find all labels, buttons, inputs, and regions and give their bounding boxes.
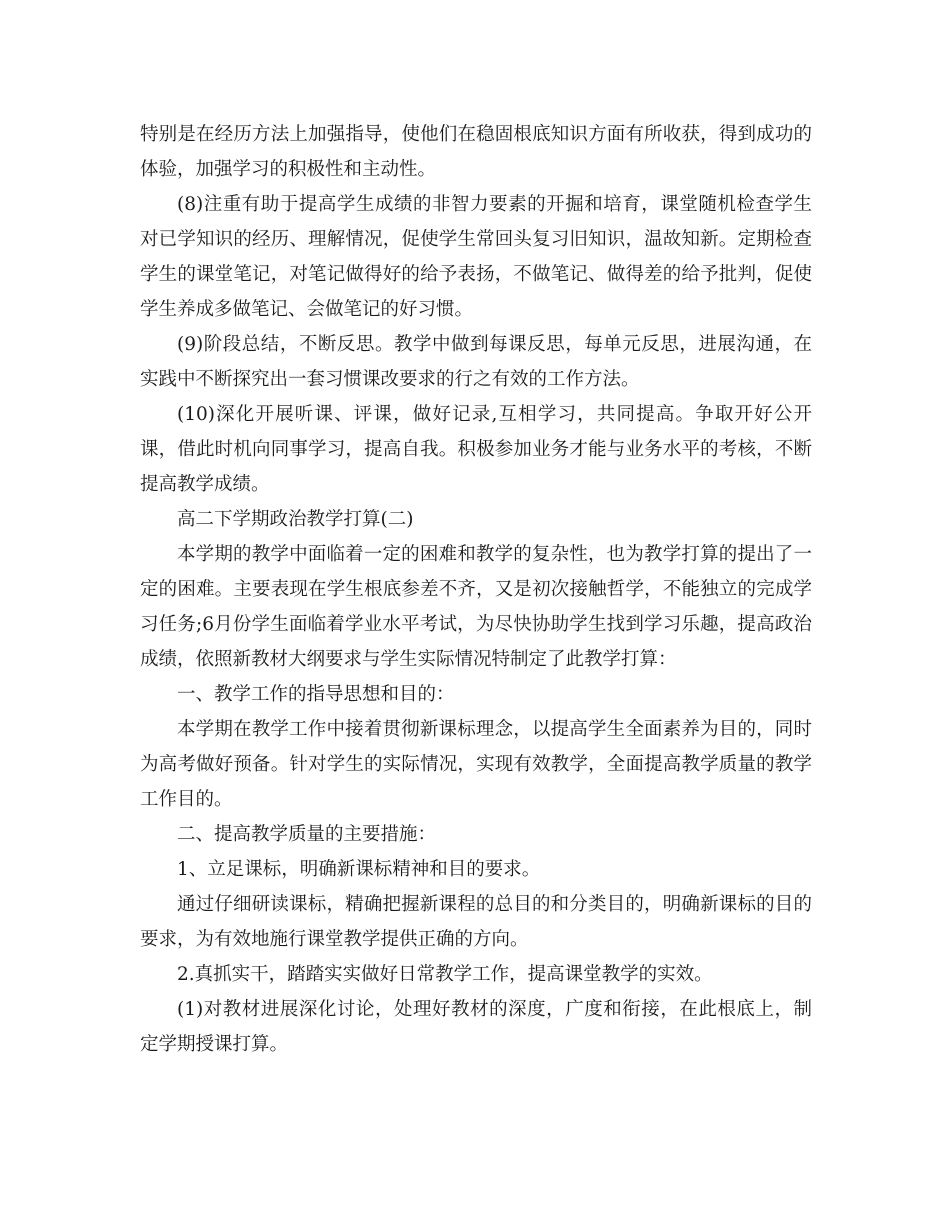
heading-guiding-thought: 一、教学工作的指导思想和目的： bbox=[177, 684, 455, 705]
paragraph-item-10: (10)深化开展听课、评课，做好记录,互相学习，共同提高。争取开好公开课，借此时机向同事学习，提高自我。积极参加业务才能与业务水平的考核，不断提高教学成绩。 bbox=[140, 404, 812, 495]
subheading-daily-work: 2.真抓实干，踏踏实实做好日常教学工作，提高课堂教学的实效。 bbox=[177, 964, 713, 985]
paragraph-curriculum: 通过仔细研读课标，精确把握新课程的总目的和分类目的，明确新课标的目的要求，为有效地施行课堂教学提供正确的方向。 bbox=[140, 894, 812, 950]
heading-main-measures: 二、提高教学质量的主要措施： bbox=[177, 824, 437, 845]
document-body bbox=[140, 117, 812, 1062]
paragraph-item-1: (1)对教材进展深化讨论，处理好教材的深度，广度和衔接，在此根底上，制定学期授课打算。 bbox=[140, 999, 812, 1055]
paragraph-continuation: 特别是在经历方法上加强指导，使他们在稳固根底知识方面有所收获，得到成功的体验，加强学习的积极性和主动性。 bbox=[140, 124, 812, 180]
paragraph-intro: 本学期的教学中面临着一定的困难和教学的复杂性，也为教学打算的提出了一定的困难。主要表现在学生根底参差不齐，又是初次接触哲学，不能独立的完成学习任务;6月份学生面临着学业水平考试，为尽快协助学生找到学习乐趣，提高政治成绩，依照新教材大纲要求与学生实际情况特制定了此教学打算： bbox=[140, 544, 812, 670]
subheading-curriculum: 1、立足课标，明确新课标精神和目的要求。 bbox=[177, 859, 541, 880]
section-title: 高二下学期政治教学打算(二) bbox=[177, 509, 414, 530]
paragraph-item-8: (8)注重有助于提高学生成绩的非智力要素的开掘和培育，课堂随机检查学生对已学知识的经历、理解情况，促使学生常回头复习旧知识，温故知新。定期检查学生的课堂笔记，对笔记做得好的给予表扬，不做笔记、做得差的给予批判，促使学生养成多做笔记、会做笔记的好习惯。 bbox=[140, 194, 812, 320]
paragraph-guiding-thought: 本学期在教学工作中接着贯彻新课标理念，以提高学生全面素养为目的，同时为高考做好预备。针对学生的实际情况，实现有效教学，全面提高教学质量的教学工作目的。 bbox=[140, 719, 812, 810]
paragraph-item-9: (9)阶段总结，不断反思。教学中做到每课反思，每单元反思，进展沟通，在实践中不断探究出一套习惯课改要求的行之有效的工作方法。 bbox=[140, 334, 812, 390]
